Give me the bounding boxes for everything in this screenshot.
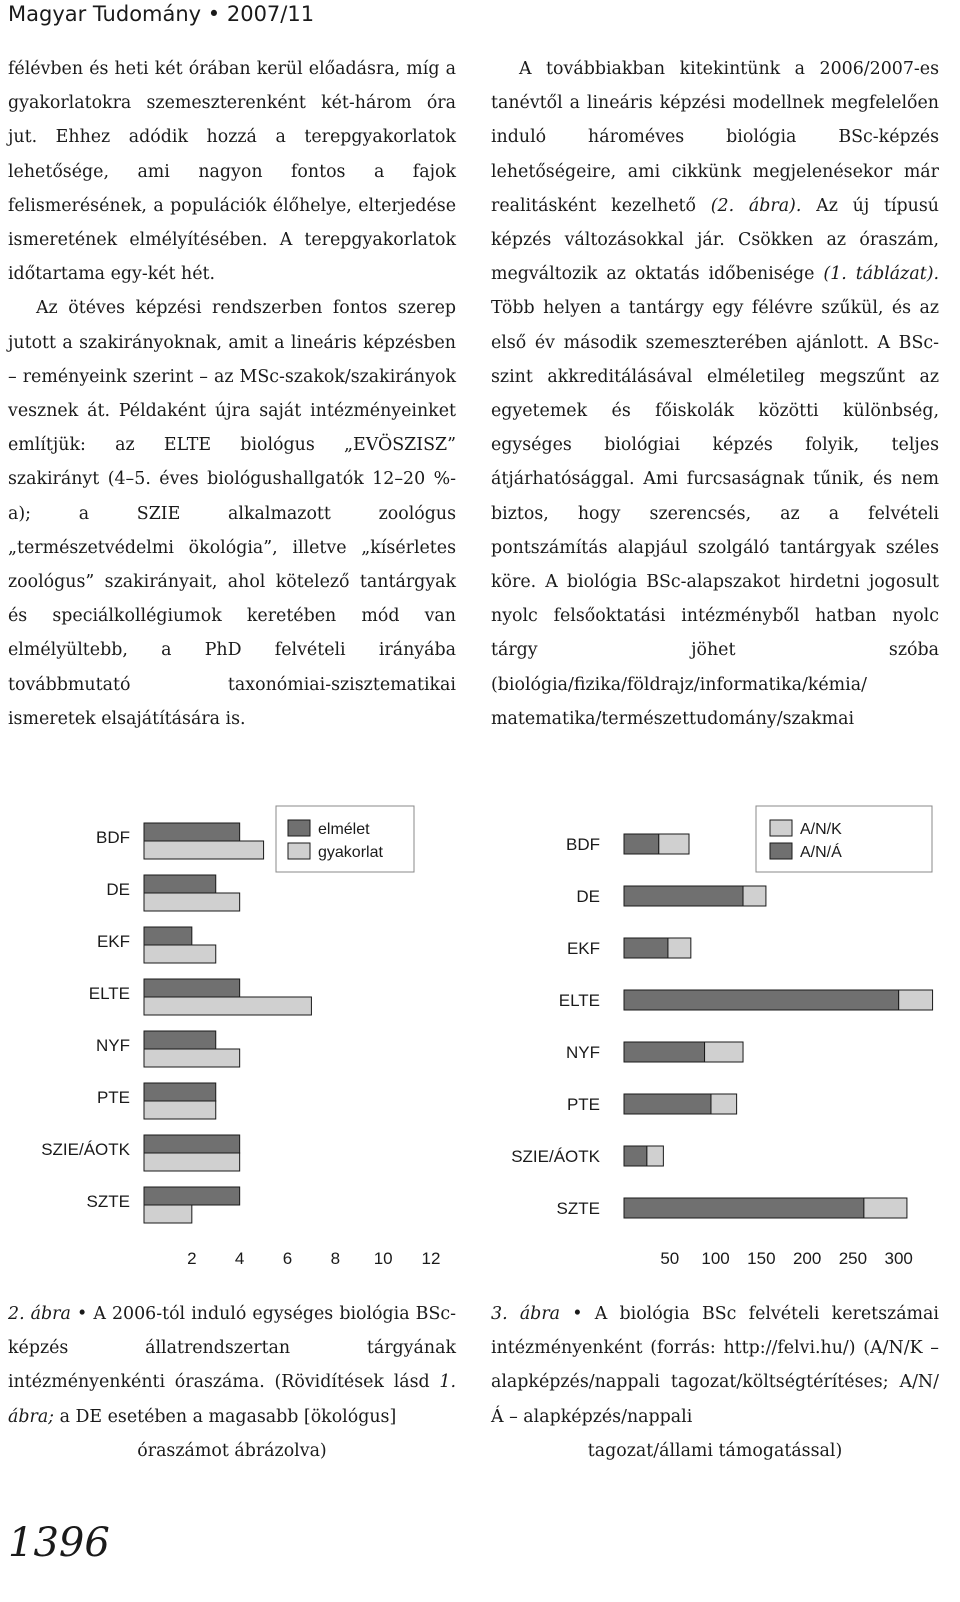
category-label: BDF — [96, 828, 130, 847]
x-tick-label: 8 — [330, 1249, 341, 1268]
bar-gyakorlat — [144, 1101, 216, 1119]
x-tick-label: 300 — [884, 1249, 913, 1268]
bar-gyakorlat — [144, 841, 264, 859]
bar-A/N/K — [864, 1198, 907, 1218]
figure-3-svg — [480, 800, 950, 1275]
bar-elmélet — [144, 1083, 216, 1101]
bar-A/N/Á — [624, 1042, 705, 1062]
category-label: SZIE/ÁOTK — [41, 1140, 130, 1159]
bar-A/N/Á — [624, 886, 743, 906]
bar-elmélet — [144, 875, 216, 893]
x-tick-label: 6 — [282, 1249, 293, 1268]
bar-A/N/Á — [624, 1094, 711, 1114]
category-label: SZIE/ÁOTK — [511, 1147, 600, 1166]
bar-elmélet — [144, 979, 240, 997]
right-text-column — [491, 52, 939, 736]
x-tick-label: 10 — [373, 1249, 393, 1268]
category-label: EKF — [566, 939, 600, 958]
bar-gyakorlat — [144, 997, 311, 1015]
bar-elmélet — [144, 1135, 240, 1153]
figure-2-caption-text-b: a DE esetében a magasabb [ökológus] — [54, 1406, 397, 1427]
running-header: Magyar Tudomány • 2007/11 — [8, 2, 315, 26]
category-label: EKF — [96, 932, 130, 951]
x-tick-label: 150 — [747, 1249, 776, 1268]
bar-gyakorlat — [144, 1153, 240, 1171]
figure-1-reference: 1. ábra; — [8, 1372, 456, 1427]
category-label: DE — [106, 880, 130, 899]
bar-gyakorlat — [144, 1049, 240, 1067]
legend-label: A/N/K — [800, 821, 842, 838]
bar-gyakorlat — [144, 893, 240, 911]
figure-3-bar-chart — [480, 800, 950, 1275]
figure-2-svg — [0, 800, 470, 1275]
bar-elmélet — [144, 823, 240, 841]
left-paragraph-2: Az ötéves képzési rendszerben fontos szerep jutott a szakirányoknak, amit a lineáris képzésben – reményeink szerint – az MSc-szakok/szakirányok vesznek át. Példaként újra saját intézményeinket említjük: az ELTE biológus „EVÖSZISZ” szakirányt (4–5. éves biológushallgatók 12–20 %-a); a SZIE alkalmazott zoológus „természetvédelmi ökológia”, illetve „kísérletes zoológus” szakirányait, ahol kötelező tantárgyak és speciálkollégiumok keretében mód van elmélyültebb, a PhD felvételi irányába továbbmutató taxonómiai-szisztematikai ismeretek elsajátítására is. — [8, 298, 456, 729]
legend-swatch-A/N/K — [770, 820, 792, 836]
legend-label: elmélet — [318, 821, 370, 838]
category-label: NYF — [566, 1043, 600, 1062]
x-tick-label: 2 — [187, 1249, 197, 1268]
legend-label: gyakorlat — [318, 844, 383, 861]
bar-elmélet — [144, 1031, 216, 1049]
bar-A/N/Á — [624, 1198, 864, 1218]
left-paragraph-1: félévben és heti két órában kerül előadásra, míg a gyakorlatokra szemeszterenként két-három óra jut. Ehhez adódik hozzá a terepgyakorlatok lehetősége, ami nagyon fontos a fajok felismerésének, a populációk élőhelye, elterjedése ismeretének elmélyítésében. A terepgyakorlatok időtartama egy-két hét. — [8, 59, 456, 285]
bar-A/N/Á — [624, 938, 668, 958]
right-paragraph-1 — [491, 52, 939, 736]
category-label: ELTE — [558, 991, 600, 1010]
x-tick-label: 12 — [421, 1249, 441, 1268]
legend-swatch-gyakorlat — [288, 843, 310, 859]
bar-A/N/K — [647, 1146, 663, 1166]
x-tick-label: 200 — [792, 1249, 822, 1268]
category-label: SZTE — [556, 1199, 600, 1218]
category-label: BDF — [566, 835, 600, 854]
bar-A/N/K — [899, 990, 933, 1010]
category-label: PTE — [96, 1088, 130, 1107]
bar-A/N/Á — [624, 834, 659, 854]
bar-A/N/K — [711, 1094, 737, 1114]
figure-2-label: 2. ábra — [8, 1304, 71, 1324]
figure-2-caption-last-line: óraszámot ábrázolva) — [137, 1440, 327, 1461]
page-number: 1396 — [8, 1520, 110, 1566]
x-tick-label: 4 — [234, 1249, 245, 1268]
x-tick-label: 100 — [701, 1249, 730, 1268]
right-text-b: Az új típusú képzés változásokkal jár. Csökken az óraszám, megváltozik az oktatás időbenisége — [491, 195, 939, 285]
legend-box — [276, 806, 414, 872]
category-label: SZTE — [86, 1192, 130, 1211]
figure-3-caption-last-line: tagozat/állami támogatással) — [587, 1440, 843, 1461]
legend-label: A/N/Á — [800, 844, 842, 861]
bar-A/N/K — [659, 834, 689, 854]
x-tick-label: 250 — [838, 1249, 868, 1268]
caption-bullet: • — [70, 1304, 94, 1324]
category-label: NYF — [96, 1036, 130, 1055]
legend-swatch-elmélet — [288, 820, 310, 836]
right-text-a: A továbbiakban kitekintünk a 2006/2007-es tanévtől a lineáris képzési modellnek megfelelően induló hároméves biológia BSc-képzés lehetőségeire, ami cikkünk megjelenésekor már realitásként kezelhető — [491, 59, 939, 216]
bar-A/N/K — [705, 1042, 743, 1062]
figure-3-caption — [491, 1297, 939, 1468]
bar-A/N/K — [743, 886, 766, 906]
bar-elmélet — [144, 927, 192, 945]
category-label: DE — [576, 887, 600, 906]
left-text-column — [8, 52, 456, 736]
bar-gyakorlat — [144, 945, 216, 963]
figure-3-caption-text: A biológia BSc felvételi keretszámai intézményenként (forrás: http://felvi.hu/) (A/N/K – alapképzés/nappali tagozat/költségtérítéses; A/N/Á – alapképzés/nappali — [491, 1304, 939, 1427]
bar-A/N/Á — [624, 990, 899, 1010]
legend-box — [756, 806, 932, 872]
bar-A/N/Á — [624, 1146, 647, 1166]
category-label: PTE — [566, 1095, 600, 1114]
x-tick-label: 50 — [660, 1249, 680, 1268]
figure-2-caption — [8, 1297, 456, 1468]
figure-2-caption-text-a: A 2006-tól induló egységes biológia BSc-képzés állatrendszertan tárgyának intézményenkénti óraszáma. (Rövidítések lásd — [8, 1304, 456, 1393]
bar-elmélet — [144, 1187, 240, 1205]
category-label: ELTE — [88, 984, 130, 1003]
right-text-c: Több helyen a tantárgy egy félévre szűkül, és az első év második szemeszterében ajánlott. A BSc-szint akkreditálásával elméletileg megszűnt az egyetemek és főiskolák közötti különbség, egységes biológiai képzés folyik, teljes átjárhatósággal. Ami furcsaságnak tűnik, és nem biztos, hogy szerencsés, az a felvételi pontszámítás alapjául szolgáló tantárgyak széles köre. A biológia BSc-alapszakot hirdetni jogosult nyolc felsőoktatási intézményből hatban nyolc tárgy jöhet szóba (biológia/fizika/földrajz/informatika/kémia/ matematika/természettudomány/szakmai — [491, 298, 939, 729]
bar-A/N/K — [668, 938, 691, 958]
caption-bullet: • — [560, 1304, 595, 1324]
table-reference: (1. táblázat). — [823, 264, 940, 285]
legend-swatch-A/N/Á — [770, 843, 792, 859]
figure-reference: (2. ábra). — [710, 195, 802, 216]
figure-3-label: 3. ábra — [491, 1304, 560, 1324]
bar-gyakorlat — [144, 1205, 192, 1223]
figure-2-bar-chart — [0, 800, 470, 1275]
